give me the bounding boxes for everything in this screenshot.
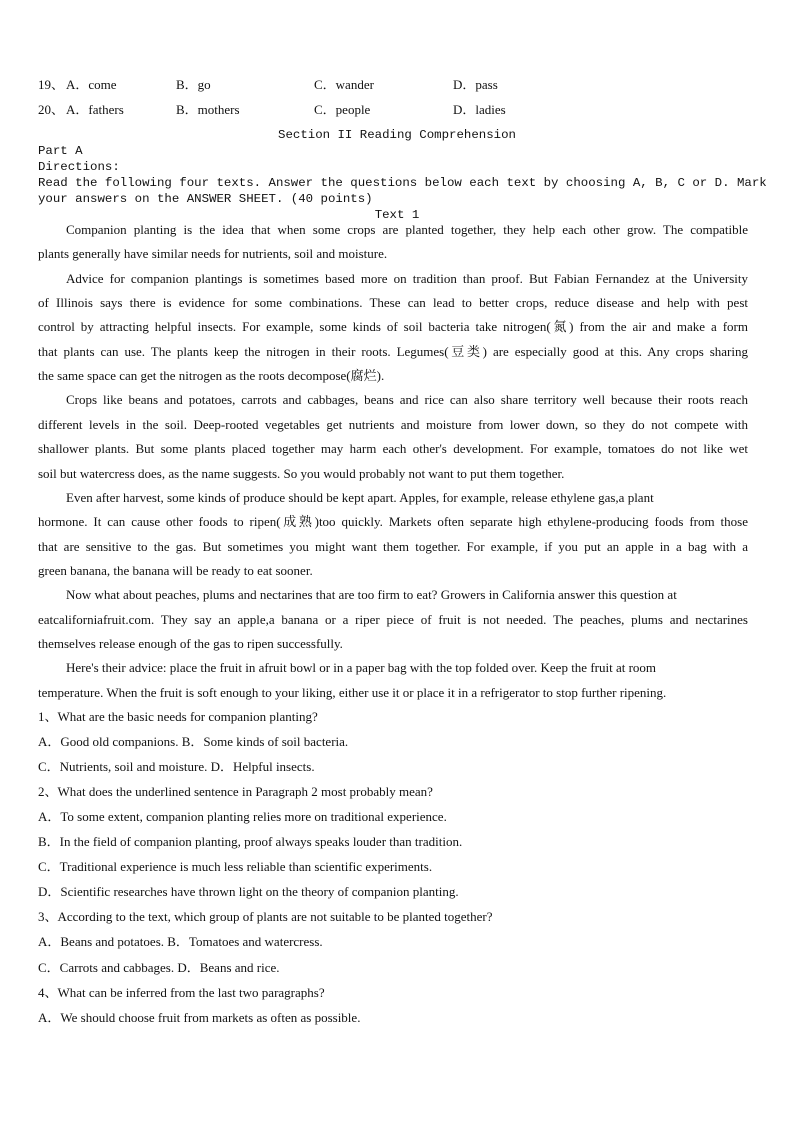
directions-line: your answers on the ANSWER SHEET. (40 points) xyxy=(38,192,373,206)
passage-line: Advice for companion plantings is sometimes based more on tradition than proof. But Fabian Fernandez at the University xyxy=(66,270,748,286)
passage-line: of Illinois says there is evidence for some combinations. These can lead to better crops, reduce disease and help with pest xyxy=(38,295,748,311)
directions-label: Directions: xyxy=(38,160,120,174)
question-line: 2、What does the underlined sentence in Paragraph 2 most probably mean? xyxy=(38,784,433,800)
question-number: 20、 xyxy=(38,102,65,117)
answer-option: B．mothers xyxy=(176,102,240,117)
passage-line: control by attracting helpful insects. For example, some kinds of soil bacteria take nitrogen(氮) from the air and make a form xyxy=(38,319,748,335)
passage-line: different levels in the soil. Deep-rooted vegetables get nutrients and moisture from lower down, so they do not compete with xyxy=(38,416,748,432)
passage-line: soil but watercress does, as the name suggests. So you would probably not want to put them together. xyxy=(38,465,565,481)
answer-option: C．people xyxy=(314,102,371,117)
part-label: Part A xyxy=(38,144,83,158)
answer-option: D．ladies xyxy=(453,102,506,117)
answer-option: C．wander xyxy=(314,77,374,92)
text-title: Text 1 xyxy=(374,208,420,222)
question-line: C．Nutrients, soil and moisture. D．Helpful insects. xyxy=(38,759,315,775)
passage-line: green banana, the banana will be ready to eat sooner. xyxy=(38,562,313,578)
question-line: B．In the field of companion planting, proof always speaks louder than tradition. xyxy=(38,834,463,850)
question-line: D．Scientific researches have thrown light on the theory of companion planting. xyxy=(38,884,459,900)
question-line: A．We should choose fruit from markets as often as possible. xyxy=(38,1009,361,1025)
question-line: A．Good old companions. B．Some kinds of soil bacteria. xyxy=(38,734,349,750)
passage-line: the same space can get the nitrogen as the roots decompose(腐烂). xyxy=(38,368,385,384)
passage-line: Companion planting is the idea that when some crops are planted together, they help each other grow. The compatible xyxy=(66,222,748,237)
passage-line: Now what about peaches, plums and nectarines that are too firm to eat? Growers in California answer this question at xyxy=(66,587,677,603)
passage-line: Even after harvest, some kinds of produce should be kept apart. Apples, for example, release ethylene gas,a plant xyxy=(66,489,654,505)
passage-line: temperature. When the fruit is soft enough to your liking, either use it or place it in a refrigerator to stop further ripening. xyxy=(38,684,667,700)
directions-line: Read the following four texts. Answer the questions below each text by choosing A, B, C or D. Mark xyxy=(38,176,767,190)
answer-option: A．come xyxy=(66,77,117,92)
section-title: Section II Reading Comprehension xyxy=(278,128,516,142)
question-line: A．Beans and potatoes. B．Tomatoes and watercress. xyxy=(38,934,323,950)
question-line: 3、According to the text, which group of plants are not suitable to be planted together? xyxy=(38,909,493,925)
answer-option: A．fathers xyxy=(66,102,124,117)
answer-option: D．pass xyxy=(453,77,498,92)
question-line: C．Traditional experience is much less reliable than scientific experiments. xyxy=(38,859,433,875)
passage-line: shallower plants. But some plants placed together may harm each other's development. For example, tomatoes do not like wet xyxy=(38,441,748,457)
question-line: C．Carrots and cabbages. D．Beans and rice. xyxy=(38,959,280,975)
passage-line: themselves release enough of the gas to ripen successfully. xyxy=(38,635,343,651)
question-number: 19、 xyxy=(38,77,65,92)
answer-option: B．go xyxy=(176,77,211,92)
passage-line: Here's their advice: place the fruit in afruit bowl or in a paper bag with the top folded over. Keep the fruit at room xyxy=(66,660,657,676)
passage-line: eatcaliforniafruit.com. They say an apple,a banana or a riper piece of fruit is not needed. The peaches, plums and nectarines xyxy=(38,611,748,627)
question-line: 1、What are the basic needs for companion planting? xyxy=(38,709,318,724)
passage-line: hormone. It can cause other foods to ripen(成熟)too quickly. Markets often separate high ethylene-producing foods from those xyxy=(38,514,748,530)
question-line: 4、What can be inferred from the last two paragraphs? xyxy=(38,984,325,1000)
passage-line: that plants can use. The plants keep the nitrogen in their roots. Legumes(豆类) are especially good at this. Any crops sharing xyxy=(38,343,748,359)
passage-line: Crops like beans and potatoes, carrots and cabbages, beans and rice can also share territory well because their roots reach xyxy=(66,392,748,408)
passage-line: plants generally have similar needs for nutrients, soil and moisture. xyxy=(38,246,388,262)
passage-line: that are sensitive to the gas. But sometimes you might want them together. For example, if you put an apple in a bag with a xyxy=(38,538,748,554)
question-line: A．To some extent, companion planting relies more on traditional experience. xyxy=(38,809,447,825)
